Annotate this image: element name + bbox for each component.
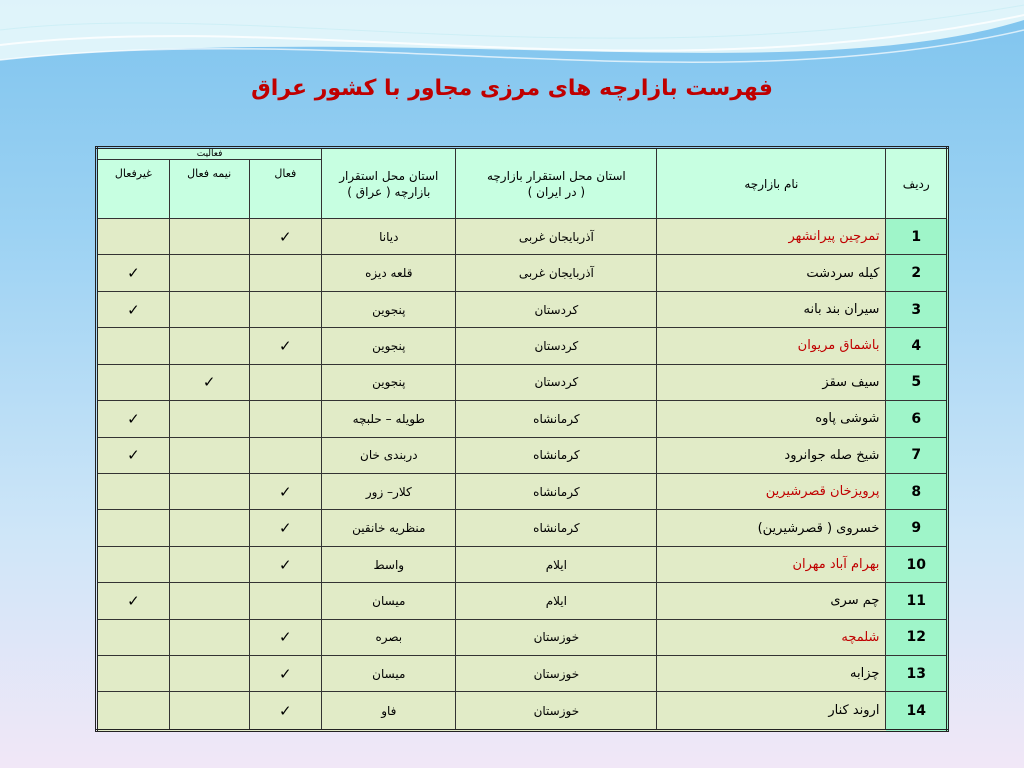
province-iraq: کلار– زور bbox=[322, 473, 456, 509]
row-number: 5 bbox=[886, 364, 948, 400]
check-mark-icon: ✓ bbox=[279, 555, 292, 574]
status-active-cell bbox=[249, 401, 322, 437]
status-semi-active-cell bbox=[169, 219, 249, 255]
table-row bbox=[97, 401, 948, 437]
check-mark-icon: ✓ bbox=[279, 519, 292, 538]
table-row bbox=[97, 510, 948, 546]
header-radif: ردیف bbox=[886, 148, 948, 219]
status-inactive-cell bbox=[97, 583, 170, 619]
province-iran: خوزستان bbox=[456, 692, 657, 731]
market-name: کیله سردشت bbox=[657, 255, 886, 291]
row-number: 4 bbox=[886, 328, 948, 364]
status-semi-active-cell bbox=[169, 291, 249, 327]
check-mark-icon: ✓ bbox=[202, 373, 216, 392]
status-inactive-cell bbox=[97, 291, 170, 327]
table-row bbox=[97, 328, 948, 364]
check-mark-icon: ✓ bbox=[279, 336, 292, 355]
header-province-iran bbox=[456, 148, 657, 219]
header-inactive: غیرفعال bbox=[97, 160, 170, 219]
status-active-cell bbox=[249, 546, 322, 582]
status-inactive-cell bbox=[97, 692, 170, 731]
status-semi-active-cell bbox=[169, 510, 249, 546]
status-inactive-cell bbox=[97, 510, 170, 546]
status-semi-active-cell bbox=[169, 255, 249, 291]
table-row bbox=[97, 692, 948, 731]
market-name: پرویزخان قصرشیرین bbox=[657, 473, 886, 509]
province-iraq: منظریه خانقین bbox=[322, 510, 456, 546]
province-iraq: پنجوین bbox=[322, 364, 456, 400]
status-semi-active-cell bbox=[169, 364, 249, 400]
header-active: فعال bbox=[249, 160, 322, 219]
province-iran: ایلام bbox=[456, 546, 657, 582]
province-iraq: دربندی خان bbox=[322, 437, 456, 473]
status-semi-active-cell bbox=[169, 656, 249, 692]
province-iran: کرمانشاه bbox=[456, 473, 657, 509]
table-row bbox=[97, 473, 948, 509]
province-iraq: دیانا bbox=[322, 219, 456, 255]
decorative-wave-banner bbox=[0, 0, 1024, 120]
row-number: 1 bbox=[886, 219, 948, 255]
status-semi-active-cell bbox=[169, 692, 249, 731]
check-mark-icon: ✓ bbox=[279, 227, 292, 246]
status-semi-active-cell bbox=[169, 546, 249, 582]
row-number: 7 bbox=[886, 437, 948, 473]
market-name: اروند کنار bbox=[657, 692, 886, 731]
row-number: 10 bbox=[886, 546, 948, 582]
status-active-cell bbox=[249, 291, 322, 327]
check-mark-icon: ✓ bbox=[279, 701, 292, 720]
province-iraq: میسان bbox=[322, 656, 456, 692]
status-active-cell bbox=[249, 583, 322, 619]
check-mark-icon: ✓ bbox=[127, 264, 140, 283]
province-iran: خوزستان bbox=[456, 656, 657, 692]
table-row bbox=[97, 619, 948, 655]
row-number: 11 bbox=[886, 583, 948, 619]
province-iraq: میسان bbox=[322, 583, 456, 619]
market-name: باشماق مریوان bbox=[657, 328, 886, 364]
status-active-cell bbox=[249, 437, 322, 473]
header-market-name: نام بازارچه bbox=[657, 148, 886, 219]
table-row bbox=[97, 437, 948, 473]
market-name: سیران بند بانه bbox=[657, 291, 886, 327]
province-iran: خوزستان bbox=[456, 619, 657, 655]
province-iraq: فاو bbox=[322, 692, 456, 731]
row-number: 2 bbox=[886, 255, 948, 291]
status-inactive-cell bbox=[97, 546, 170, 582]
status-inactive-cell bbox=[97, 437, 170, 473]
market-name: بهرام آباد مهران bbox=[657, 546, 886, 582]
table-body bbox=[97, 219, 948, 731]
border-markets-table-container bbox=[95, 146, 949, 732]
province-iran: کرمانشاه bbox=[456, 401, 657, 437]
province-iraq: بصره bbox=[322, 619, 456, 655]
market-name: چزابه bbox=[657, 656, 886, 692]
province-iran: آذربایجان غربی bbox=[456, 255, 657, 291]
status-inactive-cell bbox=[97, 255, 170, 291]
status-semi-active-cell bbox=[169, 401, 249, 437]
province-iraq: قلعه دیزه bbox=[322, 255, 456, 291]
row-number: 13 bbox=[886, 656, 948, 692]
status-inactive-cell bbox=[97, 364, 170, 400]
status-active-cell bbox=[249, 692, 322, 731]
row-number: 6 bbox=[886, 401, 948, 437]
header-semi-active: نیمه فعال bbox=[169, 160, 249, 219]
province-iraq: پنجوین bbox=[322, 291, 456, 327]
header-province-iraq-line1: استان محل استقرار bbox=[339, 168, 439, 183]
market-name: شلمچه bbox=[657, 619, 886, 655]
page-title: فهرست بازارچه های مرزی مجاور با کشور عراق bbox=[251, 76, 773, 101]
market-name: چم سری bbox=[657, 583, 886, 619]
province-iran: آذربایجان غربی bbox=[456, 219, 657, 255]
row-number: 12 bbox=[886, 619, 948, 655]
table-row bbox=[97, 656, 948, 692]
province-iran: کردستان bbox=[456, 328, 657, 364]
check-mark-icon: ✓ bbox=[279, 628, 292, 647]
status-active-cell bbox=[249, 510, 322, 546]
header-province-iraq bbox=[322, 148, 456, 219]
status-active-cell bbox=[249, 328, 322, 364]
header-province-iraq-line2: بازارچه ( عراق ) bbox=[347, 184, 431, 199]
province-iraq: واسط bbox=[322, 546, 456, 582]
status-semi-active-cell bbox=[169, 619, 249, 655]
province-iran: کرمانشاه bbox=[456, 510, 657, 546]
market-name: سیف سقز bbox=[657, 364, 886, 400]
status-inactive-cell bbox=[97, 219, 170, 255]
table-row bbox=[97, 364, 948, 400]
header-province-iran-line1: استان محل استقرار بازارچه bbox=[486, 168, 626, 183]
check-mark-icon: ✓ bbox=[127, 591, 140, 610]
status-semi-active-cell bbox=[169, 473, 249, 509]
province-iran: کردستان bbox=[456, 364, 657, 400]
status-active-cell bbox=[249, 364, 322, 400]
province-iran: ایلام bbox=[456, 583, 657, 619]
province-iran: کرمانشاه bbox=[456, 437, 657, 473]
row-number: 9 bbox=[886, 510, 948, 546]
border-markets-table bbox=[95, 146, 949, 732]
market-name: خسروی ( قصرشیرین) bbox=[657, 510, 886, 546]
status-semi-active-cell bbox=[169, 583, 249, 619]
status-active-cell bbox=[249, 219, 322, 255]
check-mark-icon: ✓ bbox=[279, 664, 292, 683]
status-inactive-cell bbox=[97, 619, 170, 655]
status-semi-active-cell bbox=[169, 328, 249, 364]
row-number: 14 bbox=[886, 692, 948, 731]
table-row bbox=[97, 255, 948, 291]
header-activity: فعالیت bbox=[97, 148, 322, 160]
province-iraq: طویله – حلبچه bbox=[322, 401, 456, 437]
status-inactive-cell bbox=[97, 401, 170, 437]
status-active-cell bbox=[249, 656, 322, 692]
market-name: شوشی پاوه bbox=[657, 401, 886, 437]
status-inactive-cell bbox=[97, 328, 170, 364]
check-mark-icon: ✓ bbox=[127, 446, 140, 465]
status-inactive-cell bbox=[97, 656, 170, 692]
table-row bbox=[97, 546, 948, 582]
status-active-cell bbox=[249, 619, 322, 655]
status-active-cell bbox=[249, 255, 322, 291]
market-name: شیخ صله جوانرود bbox=[657, 437, 886, 473]
province-iraq: پنجوین bbox=[322, 328, 456, 364]
market-name: تمرچین پیرانشهر bbox=[657, 219, 886, 255]
header-province-iran-line2: ( در ایران ) bbox=[527, 184, 586, 199]
row-number: 8 bbox=[886, 473, 948, 509]
table-row bbox=[97, 219, 948, 255]
status-semi-active-cell bbox=[169, 437, 249, 473]
table-row bbox=[97, 583, 948, 619]
row-number: 3 bbox=[886, 291, 948, 327]
province-iran: کردستان bbox=[456, 291, 657, 327]
check-mark-icon: ✓ bbox=[279, 482, 292, 501]
status-inactive-cell bbox=[97, 473, 170, 509]
check-mark-icon: ✓ bbox=[127, 300, 140, 319]
table-row bbox=[97, 291, 948, 327]
status-active-cell bbox=[249, 473, 322, 509]
check-mark-icon: ✓ bbox=[127, 409, 140, 428]
